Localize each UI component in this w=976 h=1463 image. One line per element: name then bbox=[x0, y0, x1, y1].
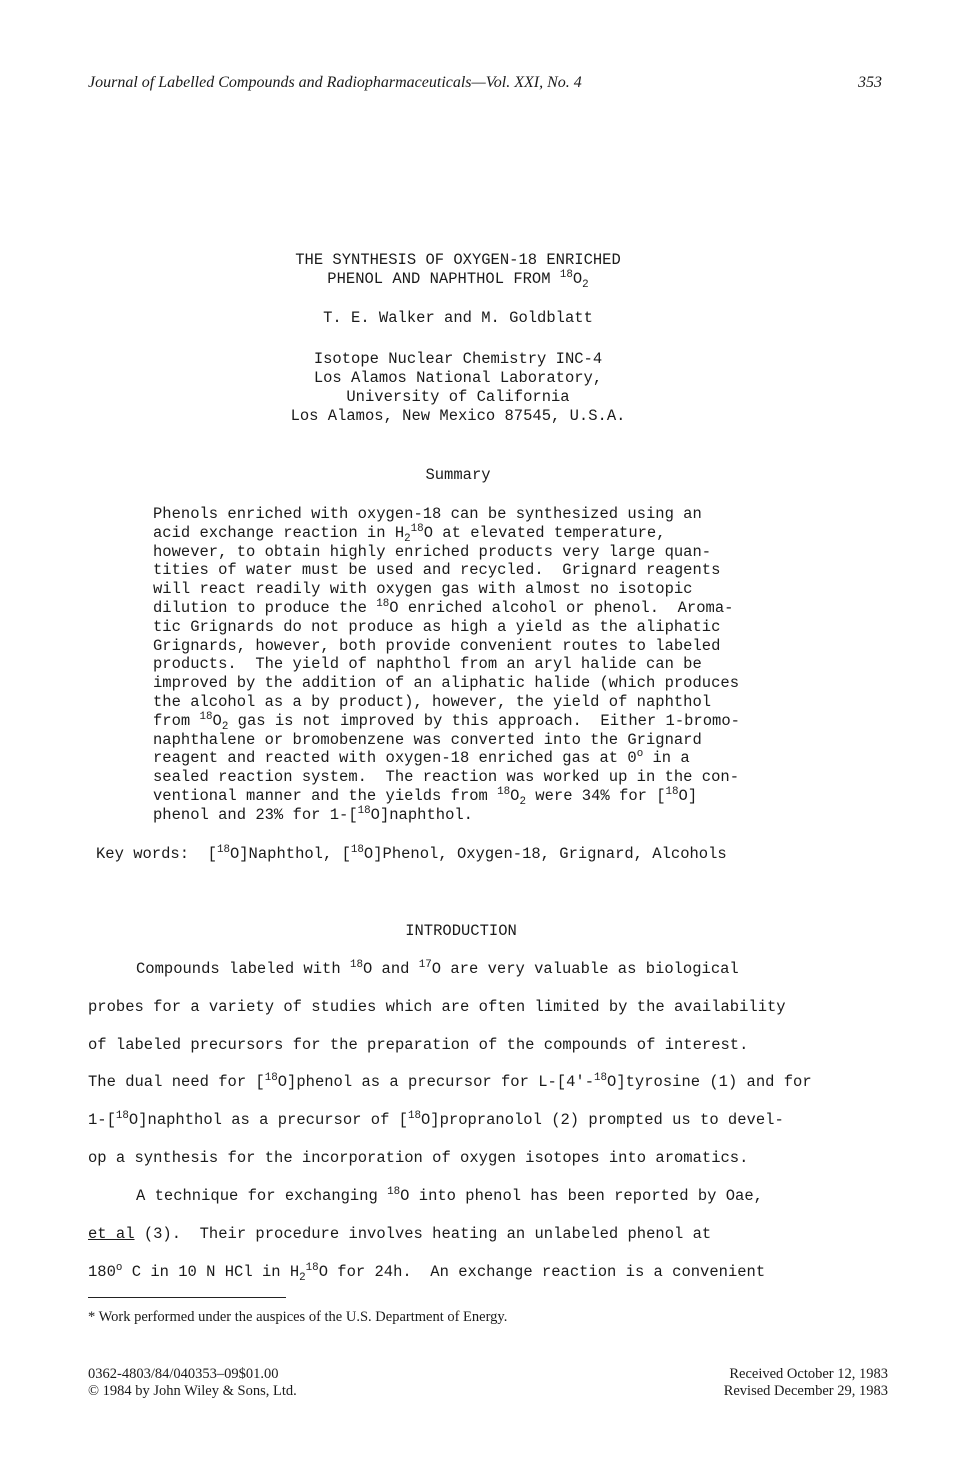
paper-title bbox=[0, 251, 916, 292]
copyright: © 1984 by John Wiley & Sons, Ltd. bbox=[88, 1383, 297, 1399]
body-line: A technique for exchanging $^{18}$O into phenol has been reported by Oae, bbox=[136, 1185, 763, 1205]
received-date: Received October 12, 1983 bbox=[729, 1366, 888, 1382]
body-line: The dual need for [$^{18}$O]phenol as a precursor for L-[4'-$^{18}$O]tyrosine (1) and for bbox=[88, 1071, 812, 1091]
title-line-1: THE SYNTHESIS OF OXYGEN-18 ENRICHED bbox=[295, 251, 621, 269]
summary-heading: Summary bbox=[425, 466, 491, 484]
title-line-2: PHENOL AND NAPHTHOL FROM $^{18}O_2$ bbox=[327, 268, 589, 292]
abstract: Phenols enriched with oxygen-18 can be synthesized using an acid exchange reaction in $H_2^{18}O$ at elevated temperature, however, to obtain highly enriched products very large quan- tities of water must be used and recycled. Grignard reagents will react readily with oxygen gas with almost no isotopic dilution to produce the $^{18}$O enriched alcohol or phenol. Aroma- tic Grignards do not produce as high a yield as the aliphatic Grignards, however, both provide convenient routes to labeled products. The yield of naphthol from an aryl halide can be improved by the addition of an aliphatic halide (which produces the alcohol as a by product), however, the yield of naphthol from $^{18}O_2$ gas is not improved by this approach. Either 1-bromo- naphthalene or bromobenzene was converted into the Grignard reagent and reacted with oxygen-18 enriched gas at 0$^o$ in a sealed reaction system. The reaction was worked up in the con- ventional manner and the yields from $^{18}O_2$ were 34% for [$^{18}$O] phenol and 23% for 1-[$^{18}$O]naphthol. bbox=[153, 505, 740, 824]
body-line: 180$^o$ C in 10 N HCl in $H_2^{18}O$ for 24h. An exchange reaction is a convenient bbox=[88, 1261, 766, 1285]
issn-code: 0362-4803/84/040353–09$01.00 bbox=[88, 1366, 279, 1382]
body-line: of labeled precursors for the preparation of the compounds of interest. bbox=[88, 1036, 749, 1054]
body-line: et al (3). Their procedure involves heating an unlabeled phenol at bbox=[88, 1225, 712, 1243]
footnote: * Work performed under the auspices of the U.S. Department of Energy. bbox=[88, 1309, 508, 1325]
keywords: Key words: [$^{18}$O]Naphthol, [$^{18}$O]Phenol, Oxygen-18, Grignard, Alcohols bbox=[96, 843, 727, 863]
body-line: Compounds labeled with $^{18}$O and $^{17}$O are very valuable as biological bbox=[136, 958, 739, 978]
body-line: probes for a variety of studies which are often limited by the availability bbox=[88, 998, 786, 1016]
et-al: et al bbox=[88, 1225, 135, 1243]
footnote-rule bbox=[88, 1297, 286, 1298]
introduction-heading: INTRODUCTION bbox=[405, 922, 517, 940]
page-number: 353 bbox=[858, 74, 882, 91]
body-line: op a synthesis for the incorporation of oxygen isotopes into aromatics. bbox=[88, 1149, 749, 1167]
authors: T. E. Walker and M. Goldblatt bbox=[323, 309, 593, 327]
revised-date: Revised December 29, 1983 bbox=[723, 1383, 888, 1399]
body-line: 1-[$^{18}$O]naphthol as a precursor of [$^{18}$O]propranolol (2) prompted us to devel- bbox=[88, 1109, 784, 1129]
affiliation: Isotope Nuclear Chemistry INC-4 Los Alamos National Laboratory, University of California Los Alamos, New Mexico 87545, U.S.A. bbox=[290, 350, 626, 425]
running-head: Journal of Labelled Compounds and Radiopharmaceuticals—Vol. XXI, No. 4 bbox=[88, 74, 582, 91]
keywords-label: Key words: bbox=[96, 845, 190, 863]
